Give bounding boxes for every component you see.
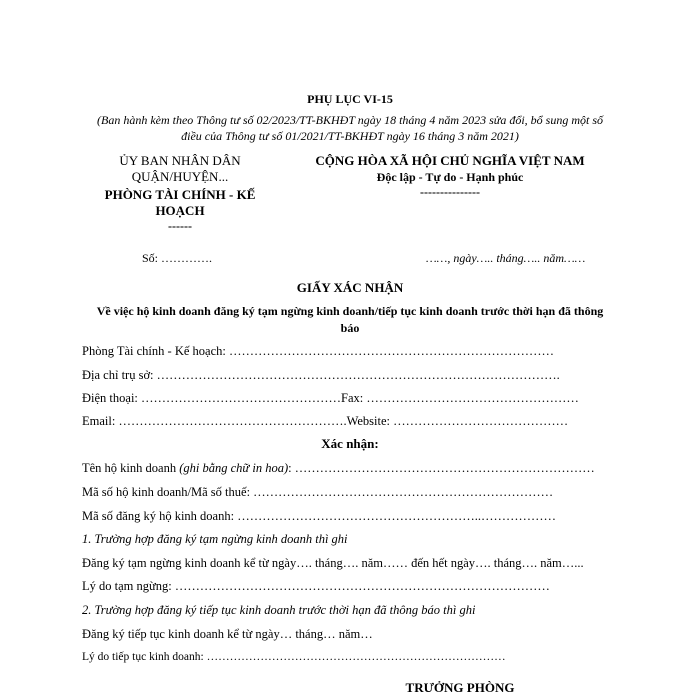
suspension-period-field: Đăng ký tạm ngừng kinh doanh kể từ ngày…. tháng…. năm…… đến hết ngày…. tháng…. năm…...	[82, 556, 584, 570]
office-field: Phòng Tài chính - Kế hoạch: ……………………………………………………………………	[82, 344, 554, 358]
document-title: GIẤY XÁC NHẬN	[296, 280, 404, 295]
right-separator: ---------------	[420, 185, 480, 199]
issued-note-line2: điều của Thông tư số 01/2021/TT-BKHĐT ngày 16 tháng 3 năm 2021)	[181, 129, 519, 143]
registration-number-field: Mã số đăng ký hộ kinh doanh: …………………………………………………..………………	[82, 509, 556, 523]
email-website-field: Email: ……………………………………………….Website: ……………………………………	[82, 414, 569, 428]
business-name-field: Tên hộ kinh doanh (ghi bằng chữ in hoa): ………………………………………………………………	[82, 461, 595, 475]
resume-reason-field: Lý do tiếp tục kinh doanh: ……………………………………………………………………	[82, 651, 506, 663]
suspension-reason-field: Lý do tạm ngừng: ………………………………………………………………………………	[82, 579, 550, 593]
address-field: Địa chỉ trụ sở: …………………………………………………………………………………….	[82, 368, 560, 382]
department-name-line2: HOẠCH	[155, 203, 205, 218]
document-subtitle-line1: Về việc hộ kinh doanh đăng ký tạm ngừng kinh doanh/tiếp tục kinh doanh trước thời hạn đã thông	[96, 304, 604, 318]
business-code-field: Mã số hộ kinh doanh/Mã số thuế: ………………………………………………………………	[82, 485, 554, 499]
confirm-heading: Xác nhận:	[321, 436, 379, 451]
case2-heading: 2. Trường hợp đăng ký tiếp tục kinh doanh trước thời hạn đã thông báo thì ghi	[82, 603, 476, 617]
uppercase-hint: (ghi bằng chữ in hoa)	[179, 461, 289, 475]
document-number: Số: ………….	[142, 251, 213, 265]
national-motto: Độc lập - Tự do - Hạnh phúc	[376, 170, 524, 184]
district-name: QUẬN/HUYỆN...	[131, 169, 229, 184]
appendix-title: PHỤ LỤC VI-15	[307, 92, 393, 106]
signature-title: TRƯỞNG PHÒNG	[405, 680, 515, 695]
date-line: ……, ngày….. tháng….. năm……	[426, 251, 586, 265]
case1-heading: 1. Trường hợp đăng ký tạm ngừng kinh doanh thì ghi	[82, 532, 348, 546]
issued-note-line1: (Ban hành kèm theo Thông tư số 02/2023/TT-BKHĐT ngày 18 tháng 4 năm 2023 sửa đổi, bổ sung một số	[97, 113, 603, 127]
national-title: CỘNG HÒA XÃ HỘI CHỦ NGHĨA VIỆT NAM	[315, 153, 585, 168]
phone-fax-field: Điện thoại: …………………………………………Fax: ……………………………………………	[82, 391, 579, 405]
document-subtitle-line2: báo	[340, 321, 360, 335]
left-separator: ------	[168, 219, 192, 233]
department-name-line1: PHÒNG TÀI CHÍNH - KẾ	[104, 187, 256, 202]
resume-date-field: Đăng ký tiếp tục kinh doanh kể từ ngày… tháng… năm…	[82, 627, 373, 641]
committee-name: ỦY BAN NHÂN DÂN	[119, 153, 241, 168]
